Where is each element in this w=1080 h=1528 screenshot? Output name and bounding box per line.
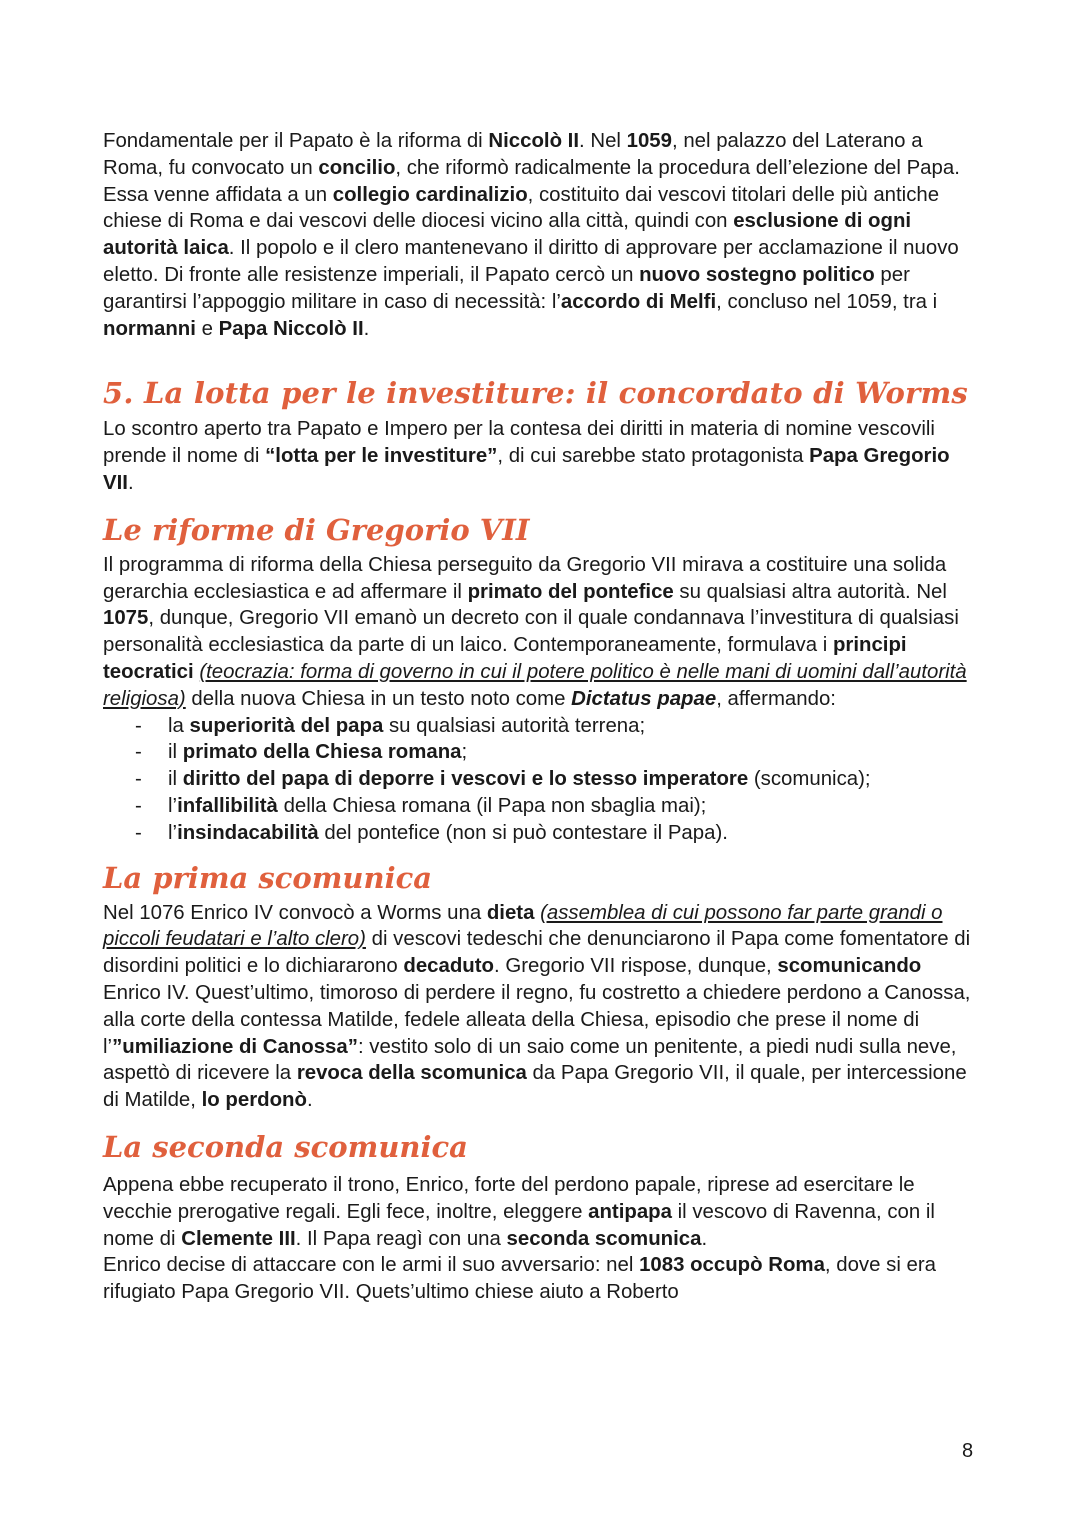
riforme-heading: Le riforme di Gregorio VII xyxy=(103,512,530,547)
list-item: - il diritto del papa di deporre i vescovi e lo stesso imperatore (scomunica); xyxy=(135,768,871,791)
riforme-paragraph: Il programma di riforma della Chiesa perseguito da Gregorio VII mirava a costituire una solida gerarchia ecclesiastica e ad affermare il primato del pontefice su qualsiasi altra autorità. Nel 1075, dunque, Gregorio VII emanò un decreto con il quale condannava l’investitura di qualsiasi personalità ecclesiastica da parte di un laico. Contemporaneamente, formulava i principi teocratici (teocrazia: forma di governo in cui il potere politico è nelle mani di uomini dall’autorità religiosa) della nuova Chiesa in un testo noto come Dictatus papae, affermando: xyxy=(103,553,967,710)
page-content xyxy=(103,128,983,1306)
seconda-scomunica-paragraph: Appena ebbe recuperato il trono, Enrico, forte del perdono papale, riprese ad esercitare le vecchie prerogative regali. Egli fece, inoltre, eleggere antipapa il vescovo di Ravenna, con il nome di Clemente III. Il Papa reagì con una seconda scomunica. xyxy=(103,1173,935,1250)
list-item: - la superiorità del papa su qualsiasi autorità terrena; xyxy=(135,714,646,737)
seconda-scomunica-paragraph-2: Enrico decise di attaccare con le armi il suo avversario: nel 1083 occupò Roma, dove si era rifugiato Papa Gregorio VII. Quets’ultimo chiese aiuto a Roberto xyxy=(103,1254,936,1304)
prima-scomunica-paragraph: Nel 1076 Enrico IV convocò a Worms una dieta (assemblea di cui possono far parte grandi o piccoli feudatari e l’alto clero) di vescovi tedeschi che denunciarono il Papa come fomentatore di disordini politici e lo dichiararono decaduto. Gregorio VII rispose, dunque, scomunicando Enrico IV. Quest’ultimo, timoroso di perdere il regno, fu costretto a chiedere perdono a Canossa, alla corte della contessa Matilde, fedele alleata della Chiesa, episodio che prese il nome di l’”umiliazione di Canossa”: vestito solo di un saio come un penitente, a piedi nudi sulla neve, aspettò di ricevere la revoca della scomunica da Papa Gregorio VII, il quale, per intercessione di Matilde, lo perdonò. xyxy=(103,901,971,1112)
section-5-heading: 5. La lotta per le investiture: il concordato di Worms xyxy=(103,376,968,411)
page-number: 8 xyxy=(962,1440,974,1462)
section-5-paragraph: Lo scontro aperto tra Papato e Impero per la contesa dei diritti in materia di nomine vescovili prende il nome di “lotta per le investiture”, di cui sarebbe stato protagonista Papa Gregorio VII. xyxy=(103,418,950,494)
list-item: - il primato della Chiesa romana; xyxy=(135,741,468,764)
dictatus-list xyxy=(103,713,983,847)
list-item: - l’infallibilità della Chiesa romana (il Papa non sbaglia mai); xyxy=(135,794,707,817)
seconda-scomunica-heading: La seconda scomunica xyxy=(103,1129,468,1164)
intro-paragraph: Fondamentale per il Papato è la riforma di Niccolò II. Nel 1059, nel palazzo del Laterano a Roma, fu convocato un concilio, che riformò radicalmente la procedura dell’elezione del Papa. Essa venne affidata a un collegio cardinalizio, costituito dai vescovi titolari delle più antiche chiese di Roma e dai vescovi delle diocesi vicino alla città, quindi con esclusione di ogni autorità laica. Il popolo e il clero mantenevano il diritto di approvare per acclamazione il nuovo eletto. Di fronte alle resistenze imperiali, il Papato cercò un nuovo sostegno politico per garantirsi l’appoggio militare in caso di necessità: l’accordo di Melfi, concluso nel 1059, tra i normanni e Papa Niccolò II. xyxy=(103,130,960,340)
list-item: - l’insindacabilità del pontefice (non si può contestare il Papa). xyxy=(135,821,728,844)
prima-scomunica-heading: La prima scomunica xyxy=(103,860,433,895)
